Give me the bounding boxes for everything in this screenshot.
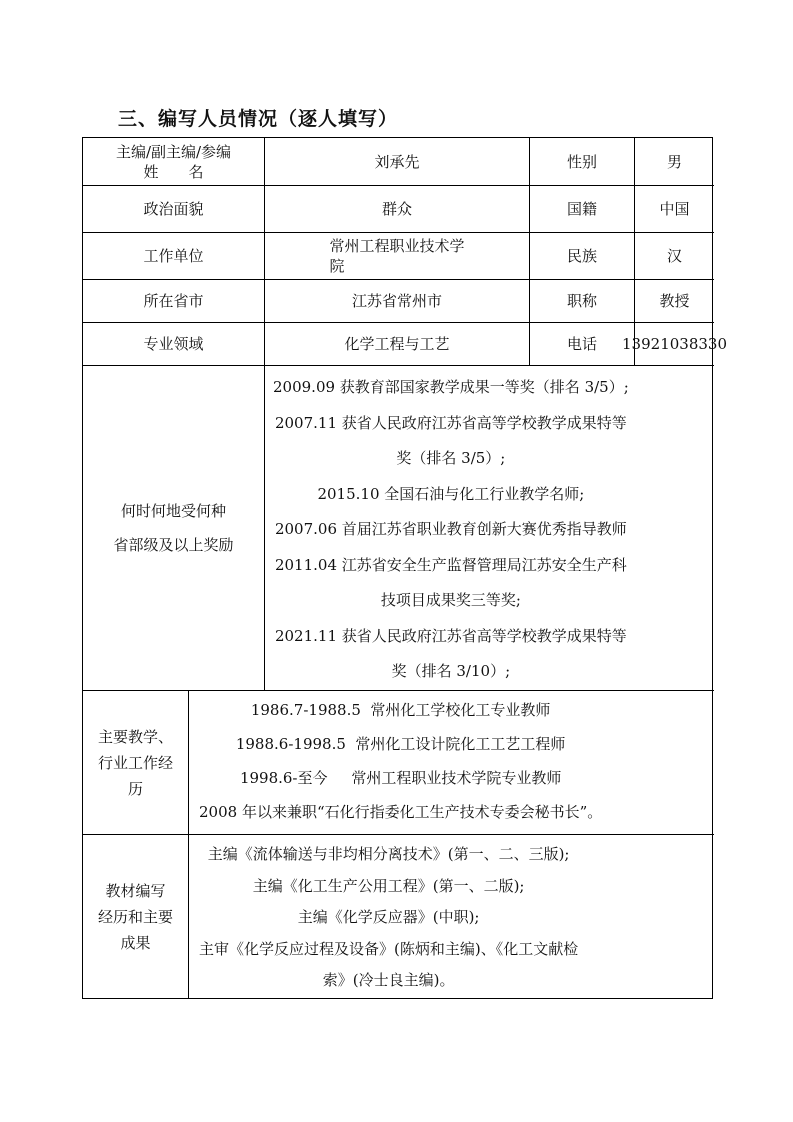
experience-content xyxy=(188,690,714,834)
political-value: 群众 xyxy=(264,185,529,232)
experience-line: 1988.6-1998.5 常州化工设计院化工工艺工程师 xyxy=(235,735,566,753)
gender-value: 男 xyxy=(634,138,714,185)
award-line: 2007.11 获省人民政府江苏省高等学校教学成果特等 xyxy=(274,413,627,432)
experience-label-line-2: 行业工作经 xyxy=(97,753,173,772)
nationality-value: 中国 xyxy=(634,185,714,232)
award-line: 2015.10 全国石油与化工行业教学名师; xyxy=(317,484,585,503)
experience-label-line-3: 历 xyxy=(127,779,143,798)
section-heading: 三、编写人员情况（逐人填写） xyxy=(118,108,399,130)
role-label-cell xyxy=(83,138,264,185)
role-label-line-1: 主编/副主编/参编 xyxy=(115,142,232,161)
ethnicity-value: 汉 xyxy=(634,232,714,279)
award-line: 2009.09 获教育部国家教学成果一等奖（排名 3/5）; xyxy=(273,378,629,396)
nationality-label: 国籍 xyxy=(529,185,634,232)
awards-label-cell xyxy=(83,365,264,690)
awards-content xyxy=(264,365,714,690)
work-unit-value xyxy=(264,232,529,279)
awards-label-line-2: 省部级及以上奖励 xyxy=(113,536,234,554)
gender-label: 性别 xyxy=(529,138,634,185)
ethnicity-label: 民族 xyxy=(529,232,634,279)
textbook-line: 主编《流体输送与非均相分离技术》(第一、二、三版); xyxy=(207,845,570,863)
name-value: 刘承先 xyxy=(264,138,529,185)
location-value: 江苏省常州市 xyxy=(264,279,529,322)
award-line: 2011.04 江苏省安全生产监督管理局江苏安全生产科 xyxy=(274,555,627,574)
textbooks-label-line-2: 经历和主要 xyxy=(97,907,173,926)
phone-label: 电话 xyxy=(529,322,634,365)
location-label: 所在省市 xyxy=(83,279,264,322)
role-label-line-2: 姓 名 xyxy=(143,162,204,181)
textbooks-label-line-3: 成果 xyxy=(120,933,151,952)
textbook-line: 主编《化学反应器》(中职); xyxy=(297,908,480,926)
field-value: 化学工程与工艺 xyxy=(264,322,529,365)
experience-label-line-1: 主要教学、 xyxy=(97,727,173,746)
award-line: 2021.11 获省人民政府江苏省高等学校教学成果特等 xyxy=(274,626,627,645)
title-value: 教授 xyxy=(634,279,714,322)
awards-label-line-1: 何时何地受何种 xyxy=(120,502,226,520)
award-line: 奖（排名 3/5）; xyxy=(396,449,506,467)
textbook-line: 索》(冷士良主编)。 xyxy=(322,971,455,989)
textbook-line: 主编《化工生产公用工程》(第一、二版); xyxy=(252,876,525,895)
textbooks-label-line-1: 教材编写 xyxy=(105,881,166,900)
textbooks-label-cell xyxy=(83,834,188,998)
experience-line: 1986.7-1988.5 常州化工学校化工专业教师 xyxy=(250,701,551,719)
textbooks-content xyxy=(188,834,714,998)
title-label: 职称 xyxy=(529,279,634,322)
award-line: 技项目成果奖三等奖; xyxy=(380,591,521,609)
textbook-line: 主审《化学反应过程及设备》(陈炳和主编)、《化工文献检 xyxy=(199,939,579,958)
work-unit-label: 工作单位 xyxy=(83,232,264,279)
political-label: 政治面貌 xyxy=(83,185,264,232)
experience-label-cell xyxy=(83,690,188,834)
experience-line: 1998.6-至今 常州工程职业技术学院专业教师 xyxy=(239,769,562,787)
phone-value: 13921038330 xyxy=(634,322,714,365)
award-line: 2007.06 首届江苏省职业教育创新大赛优秀指导教师 xyxy=(274,520,627,538)
work-unit-line-2: 院 xyxy=(329,257,345,275)
personnel-table xyxy=(82,137,727,999)
work-unit-line-1: 常州工程职业技术学 xyxy=(329,237,465,255)
award-line: 奖（排名 3/10）; xyxy=(391,662,511,680)
field-label: 专业领域 xyxy=(83,322,264,365)
experience-line: 2008 年以来兼职“石化行指委化工生产技术专委会秘书长”。 xyxy=(199,803,603,821)
